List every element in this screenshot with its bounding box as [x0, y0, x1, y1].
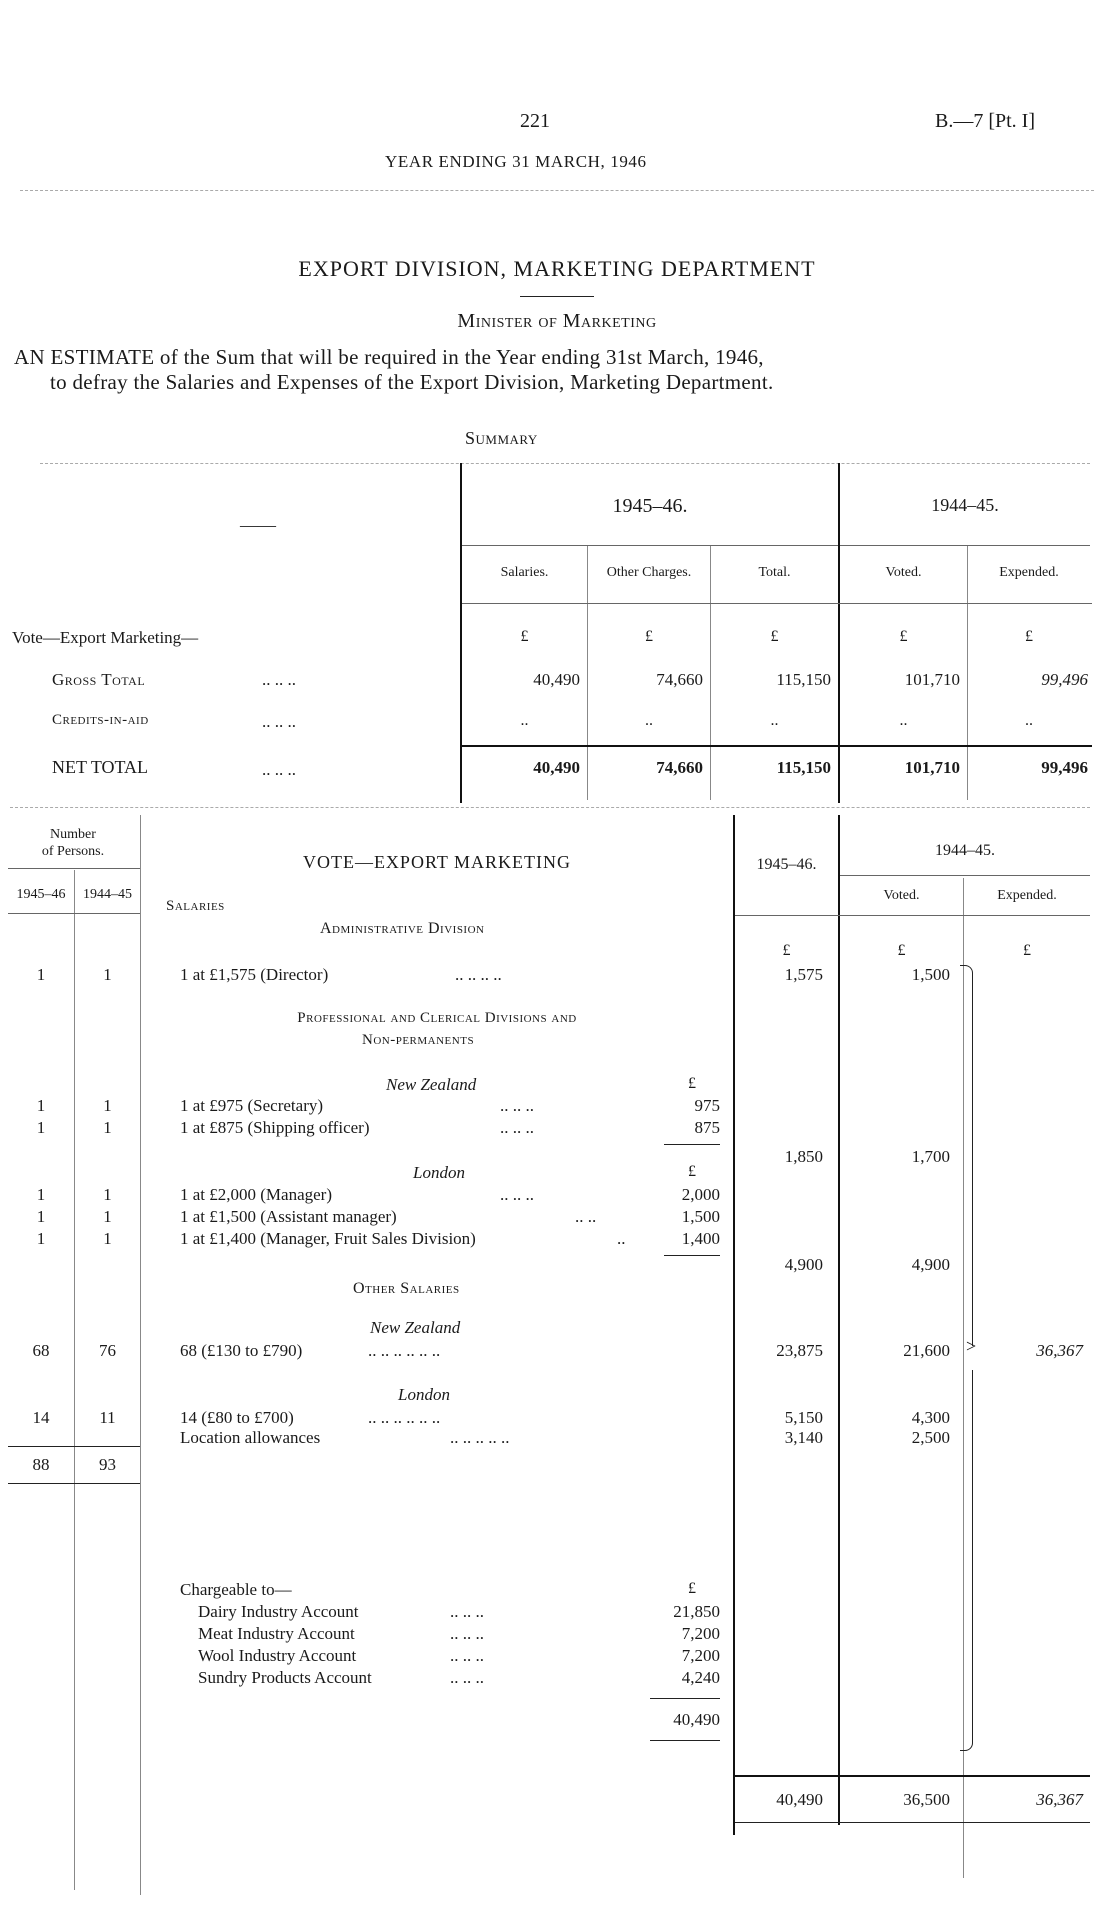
amount-1945: 23,875 [776, 1341, 823, 1360]
summary-top-rule [40, 463, 1090, 464]
header-rule [20, 190, 1094, 191]
chargeable-heading: Chargeable to— [180, 1580, 292, 1599]
leader-dots: .. [617, 1229, 626, 1248]
grand-total-expended: 36,367 [1036, 1790, 1083, 1809]
stub-dash: —— [240, 515, 276, 535]
currency-sign: £ [897, 942, 906, 959]
page-reference: B.—7 [Pt. I] [935, 110, 1035, 132]
persons-1945: 1 [36, 1118, 46, 1137]
vote-col-expended: Expended. [997, 888, 1057, 903]
amount-voted: 1,500 [911, 965, 950, 984]
charge-line: Dairy Industry Account [198, 1602, 359, 1621]
brace-point: > [966, 1336, 977, 1356]
currency-sign: £ [1023, 942, 1031, 959]
prof-heading-2: Non-permanents [362, 1032, 475, 1048]
credits-salaries: .. [520, 712, 529, 729]
sub-amount: 1,400 [681, 1229, 720, 1248]
persons-1944: 1 [103, 965, 112, 984]
page-number: 221 [520, 110, 550, 132]
salary-line: 1 at £975 (Secretary) [180, 1096, 324, 1115]
leader-dots: .. .. .. .. [455, 965, 502, 984]
london-heading: London [398, 1385, 450, 1404]
summary-row-label: NET TOTAL [52, 757, 149, 777]
summary-col-expended: Expended. [999, 565, 1059, 580]
summary-heading: Summary [465, 428, 538, 448]
charge-amount: 4,240 [681, 1668, 720, 1687]
summary-row-label: Credits-in-aid [52, 712, 149, 728]
amount-voted: 21,600 [903, 1341, 950, 1360]
salary-line: 1 at £2,000 (Manager) [180, 1185, 333, 1204]
charge-line: Wool Industry Account [198, 1646, 357, 1665]
grand-total-1945: 40,490 [776, 1790, 823, 1809]
currency-sign: £ [899, 628, 908, 645]
amount-1945: 3,140 [784, 1428, 823, 1447]
amount-1945: 1,850 [784, 1147, 823, 1166]
summary-col-other: Other Charges. [606, 565, 692, 580]
gross-expended: 99,496 [1041, 670, 1088, 689]
leader-dots: .. .. .. [500, 1185, 534, 1204]
net-expended: 99,496 [1041, 758, 1088, 777]
charge-rule [650, 1698, 720, 1699]
net-other: 74,660 [656, 758, 703, 777]
vote-col-1945: 1945–46. [756, 856, 817, 873]
currency-sign: £ [645, 628, 653, 645]
sub-rule [664, 1255, 720, 1256]
leader-dots: .. .. .. [450, 1668, 484, 1687]
persons-1945: 1 [36, 1096, 46, 1115]
salary-line: 1 at £1,500 (Assistant manager) [180, 1207, 397, 1226]
leader-dots: .. .. .. [262, 712, 296, 731]
currency-sign: £ [1025, 628, 1033, 645]
leader-dots: .. .. [575, 1207, 597, 1226]
charge-rule [650, 1740, 720, 1741]
persons-1944: 11 [99, 1408, 116, 1427]
persons-1944: 1 [103, 1207, 112, 1226]
persons-total-1945: 88 [32, 1455, 50, 1474]
charge-total: 40,490 [673, 1710, 720, 1729]
gross-salaries: 40,490 [533, 670, 580, 689]
currency-sign: £ [520, 628, 529, 645]
minister-heading: Minister of Marketing [457, 310, 657, 332]
salary-line: 1 at £1,400 (Manager, Fruit Sales Division) [180, 1229, 476, 1248]
amount-1945: 5,150 [784, 1408, 823, 1427]
salaries-heading: Salaries [166, 898, 225, 914]
amount-voted: 4,900 [911, 1255, 950, 1274]
sub-amount: 1,500 [681, 1207, 720, 1226]
summary-rule [840, 545, 1090, 546]
nz-heading: New Zealand [370, 1318, 461, 1337]
summary-col-voted: Voted. [885, 565, 922, 580]
gross-total: 115,150 [776, 670, 831, 689]
charge-amount: 7,200 [681, 1646, 720, 1665]
credits-voted: .. [899, 712, 908, 729]
persons-1945: 1 [36, 965, 46, 984]
leader-dots: .. .. .. [450, 1602, 484, 1621]
persons-total-1944: 93 [99, 1455, 116, 1474]
currency-sign: £ [688, 1580, 696, 1597]
persons-header [8, 826, 138, 860]
persons-col-1945: 1945–46 [16, 887, 66, 902]
summary-total-rule [462, 745, 1092, 747]
vote-vline [74, 870, 75, 1890]
persons-1944: 1 [103, 1118, 112, 1137]
summary-col-1944: 1944–45. [931, 495, 999, 515]
charge-amount: 7,200 [681, 1624, 720, 1643]
salary-line: 14 (£80 to £700) [180, 1408, 294, 1427]
gross-other: 74,660 [656, 670, 703, 689]
persons-rule [8, 913, 140, 914]
amount-1945: 4,900 [784, 1255, 823, 1274]
leader-dots: .. .. .. [500, 1096, 534, 1115]
charge-line: Sundry Products Account [198, 1668, 372, 1687]
persons-total-rule [8, 1446, 140, 1447]
leader-dots: .. .. .. .. .. .. [368, 1341, 441, 1360]
summary-row-label: Gross Total [52, 670, 146, 689]
persons-col-1944: 1944–45 [83, 887, 132, 902]
credits-total: .. [770, 712, 779, 729]
main-title: EXPORT DIVISION, MARKETING DEPARTMENT [298, 256, 816, 281]
amount-voted: 1,700 [911, 1147, 950, 1166]
estimate-line-2: to defray the Salaries and Expenses of the Export Division, Marketing Department. [50, 370, 774, 394]
summary-bottom-rule [10, 807, 1090, 808]
amount-voted: 2,500 [911, 1428, 950, 1447]
salary-line: 68 (£130 to £790) [180, 1341, 303, 1360]
salary-line: 1 at £1,575 (Director) [180, 965, 329, 984]
brace-top [960, 965, 973, 1346]
vote-rule [840, 875, 1090, 876]
vote-col-voted: Voted. [883, 888, 920, 903]
expended-bracket-value: 36,367 [1036, 1341, 1083, 1360]
summary-rule [462, 545, 838, 546]
leader-dots: .. .. .. .. .. .. [368, 1408, 441, 1427]
brace-bottom [960, 1370, 973, 1751]
sub-amount: 975 [694, 1096, 720, 1115]
admin-division-heading: Administrative Division [320, 920, 485, 937]
amount-voted: 4,300 [911, 1408, 950, 1427]
gross-voted: 101,710 [904, 670, 960, 689]
title-rule [520, 296, 594, 297]
persons-1945: 68 [32, 1341, 50, 1360]
net-total: 115,150 [776, 758, 831, 777]
sub-rule [664, 1144, 720, 1145]
london-heading: London [413, 1163, 465, 1182]
persons-1944: 1 [103, 1229, 112, 1248]
salary-line: Location allowances [180, 1428, 321, 1447]
leader-dots: .. .. .. [262, 670, 296, 689]
sub-amount: 2,000 [681, 1185, 720, 1204]
currency-sign: £ [782, 942, 791, 959]
leader-dots: .. .. .. [262, 760, 296, 779]
net-salaries: 40,490 [533, 758, 580, 777]
grand-total-bottom-rule [735, 1822, 1090, 1823]
net-voted: 101,710 [904, 758, 960, 777]
persons-1945: 14 [32, 1408, 50, 1427]
grand-total-voted: 36,500 [903, 1790, 950, 1809]
salary-line: 1 at £875 (Shipping officer) [180, 1118, 370, 1137]
persons-header-line: Number [50, 827, 96, 842]
vote-label: Vote—Export Marketing— [12, 628, 199, 647]
sub-amount: 875 [694, 1118, 720, 1137]
summary-rule [462, 603, 1092, 604]
currency-sign: £ [688, 1163, 696, 1180]
leader-dots: .. .. .. [450, 1624, 484, 1643]
leader-dots: .. .. .. [500, 1118, 534, 1137]
persons-1944: 1 [103, 1185, 112, 1204]
persons-header-line: of Persons. [41, 844, 105, 859]
persons-rule [8, 868, 140, 869]
summary-col-1945: 1945–46. [612, 495, 688, 517]
currency-sign: £ [688, 1075, 696, 1092]
persons-1944: 1 [103, 1096, 112, 1115]
other-salaries-heading: Other Salaries [353, 1280, 460, 1297]
currency-sign: £ [770, 628, 779, 645]
credits-expended: .. [1025, 712, 1033, 729]
vote-title: VOTE—EXPORT MARKETING [302, 852, 572, 872]
persons-total-rule [8, 1483, 140, 1484]
vote-vline [140, 815, 141, 1895]
vote-rule [735, 915, 1090, 916]
nz-heading: New Zealand [386, 1075, 477, 1094]
leader-dots: .. .. .. .. .. [450, 1428, 510, 1447]
amount-1945: 1,575 [784, 965, 823, 984]
persons-1944: 76 [99, 1341, 116, 1360]
estimate-line-1: AN ESTIMATE of the Sum that will be required in the Year ending 31st March, 1946, [14, 345, 764, 369]
prof-heading: Professional and Clerical Divisions and [297, 1010, 577, 1026]
summary-col-salaries: Salaries. [500, 565, 549, 580]
grand-total-rule [735, 1775, 1090, 1777]
leader-dots: .. .. .. [450, 1646, 484, 1665]
persons-1945: 1 [36, 1229, 46, 1248]
year-line: YEAR ENDING 31 MARCH, 1946 [385, 152, 647, 171]
charge-line: Meat Industry Account [198, 1624, 355, 1643]
persons-1945: 1 [36, 1207, 46, 1226]
summary-col-total: Total. [758, 565, 791, 580]
persons-1945: 1 [36, 1185, 46, 1204]
charge-amount: 21,850 [673, 1602, 720, 1621]
vote-col-1944: 1944–45. [935, 842, 995, 859]
credits-other: .. [645, 712, 653, 729]
